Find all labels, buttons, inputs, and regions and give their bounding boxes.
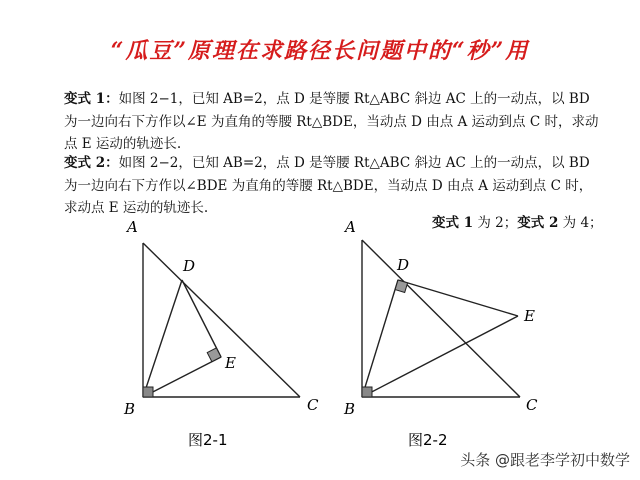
watermark: 头条 @跟老李学初中数学 <box>460 451 630 469</box>
fig2-label-A: A <box>345 218 356 236</box>
fig1-right-angle-E <box>207 348 221 362</box>
fig1-segment-DE <box>182 280 221 357</box>
variant-1-label: 变式 1： <box>64 91 119 107</box>
page-title: “瓜豆”原理在求路径长问题中的“秒”用 <box>110 38 530 64</box>
fig2-right-angle-D <box>395 280 408 293</box>
figure-2-2 <box>362 240 520 397</box>
fig1-label-B: B <box>124 400 136 418</box>
fig1-label-C: C <box>307 396 319 414</box>
fig1-label-E: E <box>225 354 236 372</box>
fig2-label-C: C <box>526 396 538 414</box>
fig1-label-A: A <box>127 218 138 236</box>
fig2-segment-DE <box>398 280 518 316</box>
fig2-segment-BD <box>362 280 398 397</box>
fig2-label-E: E <box>524 307 535 325</box>
figure-2-1 <box>143 243 300 397</box>
answer-v1-label: 变式 1 <box>432 215 474 231</box>
variant-2-text: 如图 2−2，已知 AB=2，点 D 是等腰 Rt△ABC 斜边 AC 上的一动点，以 BD 为一边向右下方作以∠BDE 为直角的等腰 Rt△BDE，当动点 D 由点 A 运动到点 C 时，求动点 E 运动的轨迹长. <box>64 155 593 216</box>
fig2-label-D: D <box>397 256 410 274</box>
fig1-segment-AC <box>143 243 300 397</box>
fig2-right-angle-B <box>362 387 372 397</box>
fig2-caption: 图2-2 <box>408 431 448 449</box>
answer-v2-text: 为 4； <box>558 215 603 231</box>
answer-v2-label: 变式 2 <box>517 215 559 231</box>
variant-2-label: 变式 2： <box>64 155 119 171</box>
variant-1-text: 如图 2−1，已知 AB=2，点 D 是等腰 Rt△ABC 斜边 AC 上的一动点，以 BD 为一边向右下方作以∠E 为直角的等腰 Rt△BDE，当动点 D 由点 A 运动到点 C 时，求动点 E 运动的轨迹长. <box>64 91 599 152</box>
fig1-label-D: D <box>183 257 196 275</box>
answer-v1-text: 为 2； <box>473 215 518 231</box>
fig1-right-angle-B <box>143 387 153 397</box>
fig1-caption: 图2-1 <box>188 431 228 449</box>
fig2-label-B: B <box>344 400 356 418</box>
fig2-segment-BE <box>362 316 518 397</box>
